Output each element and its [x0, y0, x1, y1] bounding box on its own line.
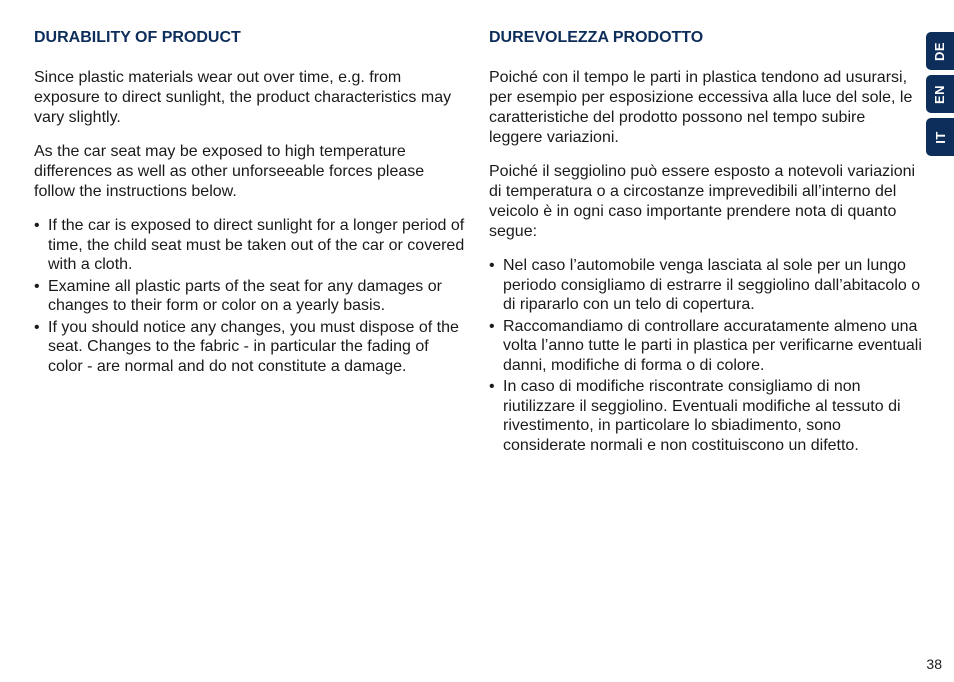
bullet-list-en — [34, 216, 466, 376]
bullet-item-en-2: • Examine all plastic parts of the seat for any damages or changes to their form or color on a yearly basis. — [34, 277, 466, 316]
bullet-item-it-1: • Nel caso l’automobile venga lasciata al sole per un lungo periodo consigliamo di estrarre il seggiolino dall’abitacolo o di ripararlo con un telo di copertura. — [489, 256, 923, 315]
language-tab-en[interactable] — [926, 75, 954, 113]
paragraph-en-1: Since plastic materials wear out over time, e.g. from exposure to direct sunlight, the product characteristics may vary slightly. — [34, 69, 452, 126]
bullet-item-it-2: • Raccomandiamo di controllare accuratamente almeno una volta l’anno tutte le parti in plastica per verificarne eventuali danni, modifiche di forma o di colore. — [489, 317, 923, 376]
bullet-item-en-1: • If the car is exposed to direct sunlight for a longer period of time, the child seat must be taken out of the car or covered with a cloth. — [34, 216, 466, 275]
language-tab-label: DE — [932, 41, 948, 61]
italian-column — [489, 28, 923, 457]
bullet-item-it-3: • In caso di modifiche riscontrate consigliamo di non riutilizzare il seggiolino. Eventuali modifiche al tessuto di rivestimento, in particolare lo sbiadimento, sono considerate normali e non costituiscono un difetto. — [489, 377, 923, 455]
english-column — [34, 28, 466, 378]
page-number: 38 — [926, 656, 942, 672]
paragraph-it-2: Poiché il seggiolino può essere esposto a notevoli variazioni di temperatura o a circostanze imprevedibili all’interno del veicolo è in ogni caso importante prendere nota di quanto segue: — [489, 163, 916, 240]
language-tab-label: EN — [932, 84, 948, 104]
language-tab-label: IT — [932, 130, 948, 144]
language-tabs — [926, 32, 954, 161]
language-tab-de[interactable] — [926, 32, 954, 70]
paragraph-it-1: Poiché con il tempo le parti in plastica tendono ad usurarsi, per esempio per esposizione eccessiva alla luce del sole, le caratteristiche del prodotto possono nel tempo subire leggere variazioni. — [489, 69, 913, 146]
paragraph-en-2: As the car seat may be exposed to high temperature differences as well as other unforseeable forces please follow the instructions below. — [34, 143, 425, 200]
section-heading-it: DUREVOLEZZA PRODOTTO — [489, 29, 704, 46]
section-heading-en: DURABILITY OF PRODUCT — [34, 29, 241, 46]
language-tab-it[interactable] — [926, 118, 954, 156]
bullet-list-it — [489, 256, 923, 455]
bullet-item-en-3: • If you should notice any changes, you must dispose of the seat. Changes to the fabric - in particular the fading of color - are normal and do not constitute a damage. — [34, 318, 466, 377]
